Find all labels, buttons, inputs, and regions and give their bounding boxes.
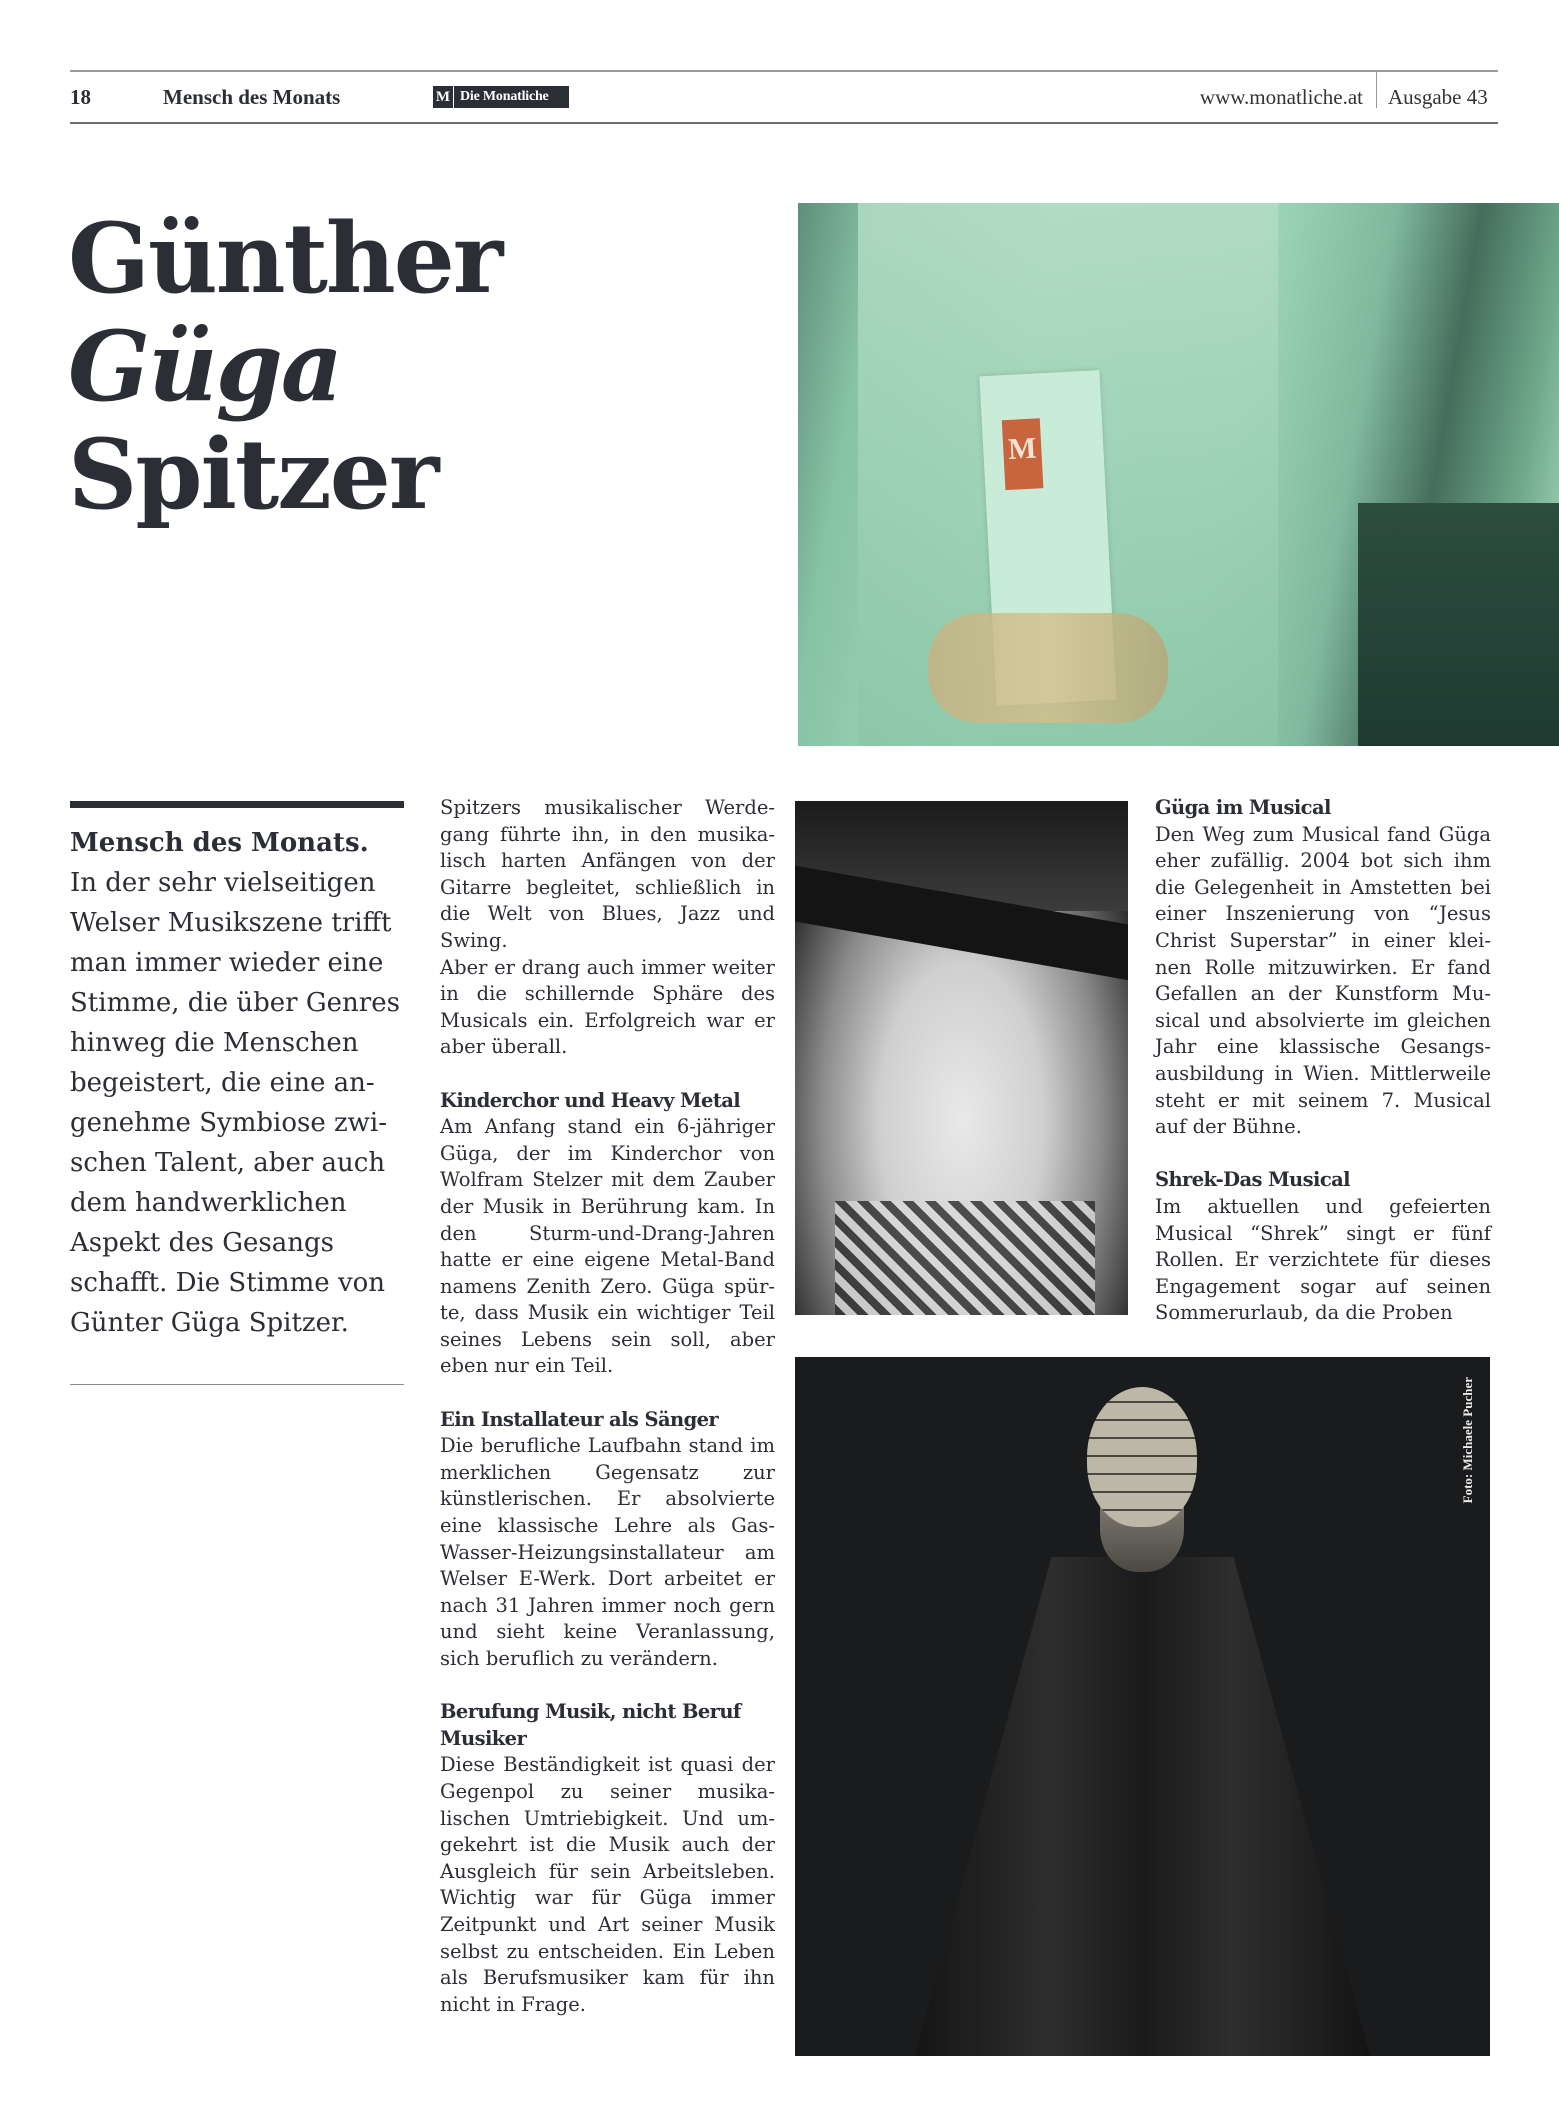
article-headline — [68, 202, 502, 531]
page-number: 18 — [70, 85, 91, 109]
intro-text: In der sehr vielseitigen Welser Musikszene trifft man immer wieder eine Stimme, die über Genres hinweg die Menschen begeistert, die eine angenehme Symbiose zwischen Talent, aber auch dem handwerklichen Aspekt des Gesangs schafft. Die Stimme von Günter Güga Spitzer. — [70, 868, 400, 1338]
intro-bottom-rule — [70, 1384, 404, 1385]
paragraph: Spitzers musikalischer Werdegang führte ihn, in den musikalisch harten Anfängen von der Gitarre begleitet, schließlich in die Welt von Blues, Jazz und Swing. — [440, 796, 775, 952]
subheading-kinderchor: Kinderchor und Heavy Metal — [440, 1088, 741, 1112]
subheading-musical: Güga im Musical — [1155, 796, 1331, 819]
photo-newspaper-reader — [798, 203, 1559, 746]
paragraph: Aber er drang auch immer weiter in die schillernde Sphäre des Musicals ein. Erfolgreich war er aber überall. — [440, 955, 775, 1059]
header-divider — [1376, 72, 1377, 108]
logo-text: Die Monatliche — [460, 89, 549, 104]
photo-hands — [928, 613, 1168, 723]
headline-first-name: Günther — [68, 202, 502, 315]
paragraph: Im aktuellen und gefeierten Musical “Shrek” singt er fünf Rollen. Er verzichtete für dieses Engagement sogar auf seinen Sommerurlaub, da die Proben — [1155, 1194, 1491, 1325]
paragraph: Die berufliche Laufbahn stand im merklichen Gegensatz zur künstlerischen. Er absolvierte eine klassische Lehre als Gas-Wasser-Heizungsinstallateur am Welser E-Werk. Dort arbeitet er nach 31 Jahren immer noch gern und sieht keine Veranlassung, sich beruflich zu verändern. — [440, 1434, 775, 1670]
header-top-rule — [70, 70, 1498, 72]
subheading-installateur: Ein Installateur als Sänger — [440, 1407, 719, 1431]
headline-last-name: Spitzer — [68, 418, 438, 531]
subheading-berufung: Berufung Musik, nicht Beruf Musiker — [440, 1700, 741, 1750]
photo-credit: Foto: Michaele Pucher — [1460, 1377, 1475, 1504]
intro-top-rule — [70, 801, 404, 808]
section-label: Mensch des Monats — [163, 85, 341, 109]
photo-pinhead-costume — [795, 1357, 1490, 2056]
intro-lead: Mensch des Monats. — [70, 828, 369, 858]
paragraph: Diese Beständigkeit ist quasi der Gegenpol zu seiner musikalischen Umtriebigkeit. Und umgekehrt ist die Musik auch der Ausgleich für sein Arbeitsleben. Wichtig war für Güga immer Zeitpunkt und Art seiner Musik selbst zu entscheiden. Ein Leben als Berufsmusiker kam für ihn nicht in Frage. — [440, 1753, 775, 2016]
issue-number: Ausgabe 43 — [1388, 85, 1488, 109]
paragraph: Den Weg zum Musical fand Güga eher zufällig. 2004 bot sich ihm die Gelegenheit in Amstetten bei einer Inszenierung von “Jesus Christ Superstar” in einer kleinen Rolle mitzuwirken. Er fand Gefallen an der Kunstform Musical und absolvierte im gleichen Jahr eine klassische Gesangsausbildung in Wien. Mittlerweile steht er mit seinem 7. Musical auf der Bühne. — [1155, 822, 1491, 1139]
photo-leather-coat — [915, 1557, 1370, 2056]
subheading-shrek: Shrek-Das Musical — [1155, 1168, 1350, 1192]
header-bottom-rule — [70, 122, 1498, 124]
headline-nickname: Güga — [68, 310, 342, 423]
publication-logo — [433, 86, 569, 108]
article-column-middle — [440, 795, 775, 2018]
photo-child-headphones — [795, 801, 1128, 1315]
article-column-right — [1155, 795, 1491, 1327]
paragraph: Am Anfang stand ein 6-jähriger Güga, der im Kinderchor von Wolfram Stelzer mit dem Zauber der Musik in Berührung kam. In den Sturm-und-Drang-Jahren hatte er eine eigene Metal-Band namens Zenith Zero. Güga spürte, dass Musik ein wichtiger Teil seines Lebens sein soll, aber eben nur ein Teil. — [440, 1115, 775, 1378]
photo-pinhead-head — [1087, 1387, 1197, 1527]
newspaper-logo-icon: M — [1002, 418, 1044, 490]
website-url[interactable]: www.monatliche.at — [1199, 85, 1363, 109]
logo-mark: M — [433, 86, 454, 108]
photo-sweater — [835, 1201, 1095, 1315]
intro-teaser — [70, 823, 410, 1343]
photo-background-table — [1358, 503, 1559, 746]
